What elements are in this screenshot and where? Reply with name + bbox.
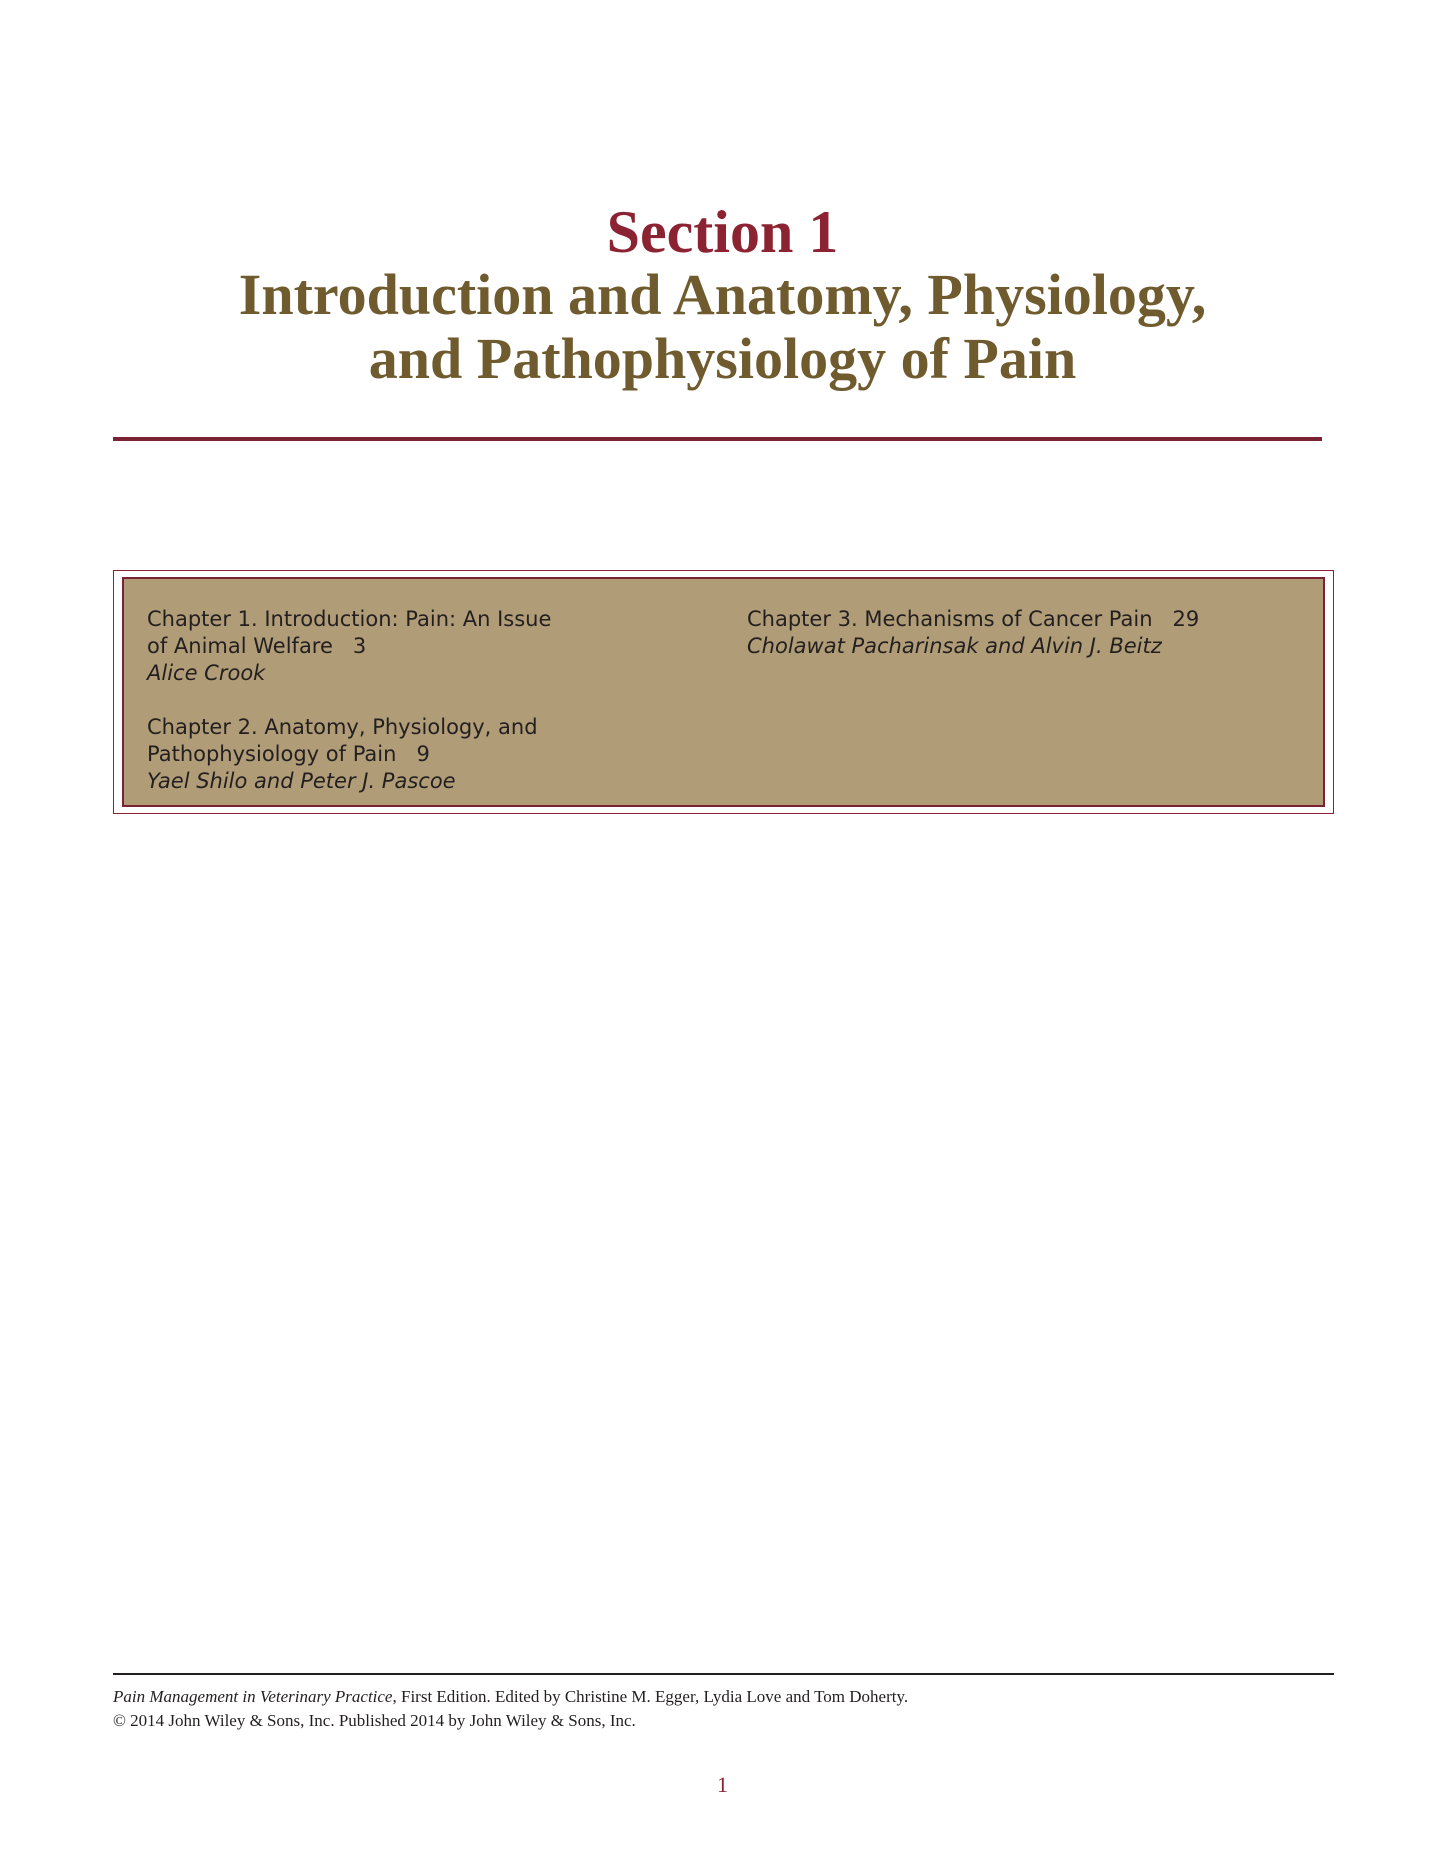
section-title-line-2: and Pathophysiology of Pain	[368, 326, 1077, 391]
copyright-line: © 2014 John Wiley & Sons, Inc. Published 2014 by John Wiley & Sons, Inc.	[113, 1711, 636, 1730]
chapter-entry-2[interactable]	[147, 714, 587, 795]
chapter-page-number: 3	[352, 634, 367, 658]
chapter-entry-1[interactable]	[147, 606, 587, 687]
chapter-title-continued	[147, 633, 587, 660]
chapter-page-number: 9	[416, 742, 430, 766]
section-number: Section 1	[606, 199, 839, 265]
footer-line-1	[113, 1685, 908, 1709]
section-title-line-1: Introduction and Anatomy, Physiology,	[238, 262, 1207, 327]
chapter-authors: Alice Crook	[147, 661, 266, 685]
chapter-title-line	[747, 606, 1267, 633]
chapter-contents-panel	[122, 577, 1325, 807]
footer-credits	[113, 1685, 908, 1733]
chapter-entry-3[interactable]	[747, 606, 1267, 660]
chapter-title-part: of Animal Welfare	[147, 634, 333, 658]
page-number: 1	[717, 1772, 728, 1797]
chapter-page-number: 29	[1172, 607, 1200, 631]
edition-and-editors: , First Edition. Edited by Christine M. Egger, Lydia Love and Tom Doherty.	[392, 1687, 909, 1706]
chapter-title-part: Pathophysiology of Pain	[147, 742, 397, 766]
chapter-list-right-column	[747, 606, 1267, 687]
title-rule	[113, 437, 1322, 441]
footer-rule	[113, 1673, 1334, 1675]
chapter-title: Chapter 2. Anatomy, Physiology, and	[147, 715, 538, 739]
chapter-title: Chapter 3. Mechanisms of Cancer Pain	[747, 607, 1153, 631]
chapter-authors: Cholawat Pacharinsak and Alvin J. Beitz	[747, 634, 1162, 658]
chapter-authors: Yael Shilo and Peter J. Pascoe	[147, 769, 456, 793]
chapter-title: Chapter 1. Introduction: Pain: An Issue	[147, 607, 552, 631]
section-heading	[0, 200, 1445, 392]
chapter-contents-box	[113, 570, 1334, 814]
chapter-list-left-column	[147, 606, 587, 822]
chapter-title-continued	[147, 741, 587, 768]
book-title: Pain Management in Veterinary Practice	[113, 1687, 393, 1706]
